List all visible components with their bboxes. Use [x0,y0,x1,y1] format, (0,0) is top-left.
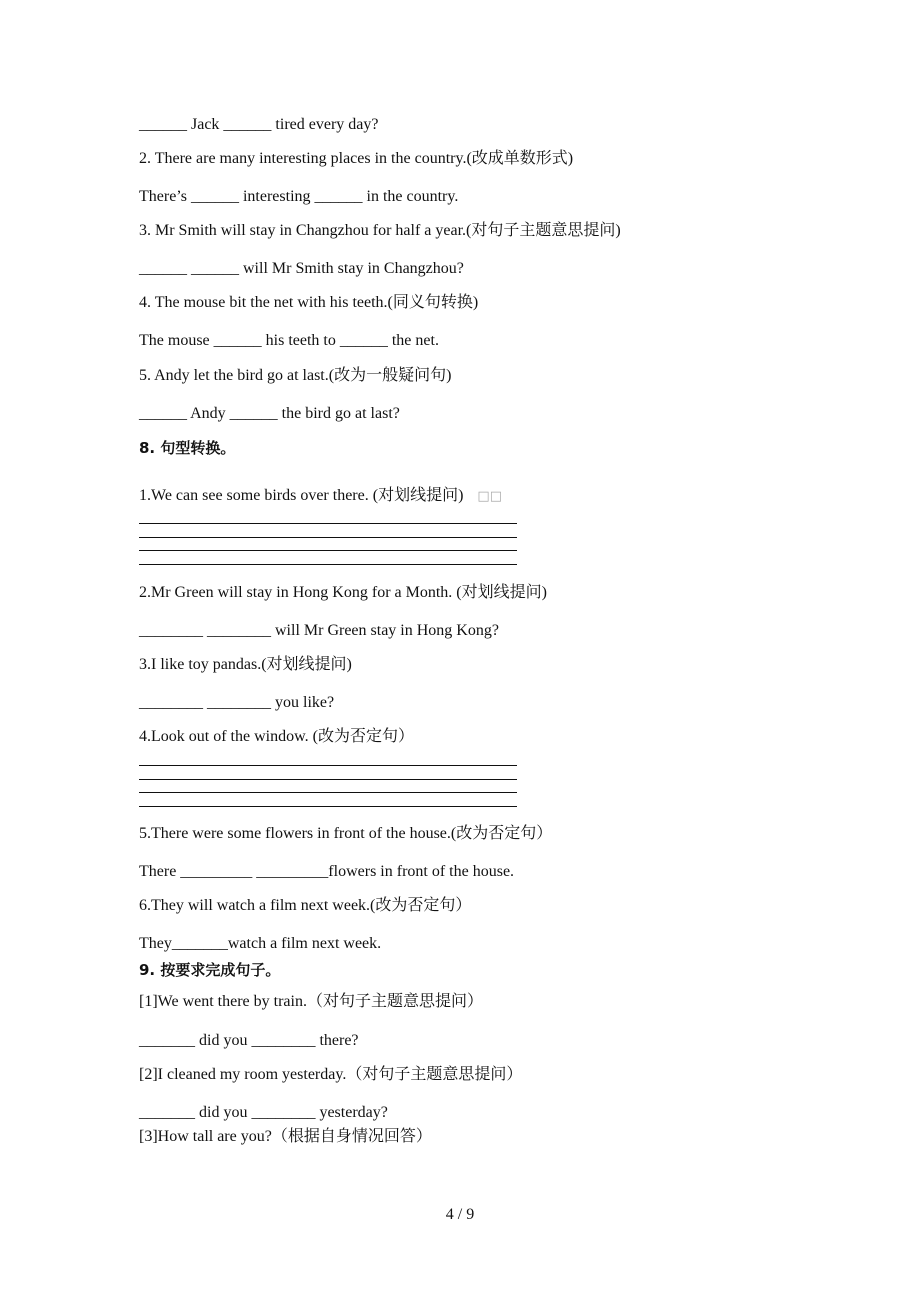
answer-rule [139,779,517,780]
section-8-question-4: 4.Look out of the window. (改为否定句） [139,728,414,745]
answer-rule [139,765,517,766]
answer-rule [139,550,517,551]
section-8-question-6: 6.They will watch a film next week.(改为否定句） [139,897,472,914]
answer-rule [139,806,517,807]
section-9-question-2: [2]I cleaned my room yesterday.（对句子主题意思提问） [139,1066,523,1083]
question-text: 1.We can see some birds over there. (对划线提问) [139,487,464,504]
question-5: 5. Andy let the bird go at last.(改为一般疑问句) [139,367,452,384]
answer-line: ______ Andy ______ the bird go at last? [139,405,400,422]
answer-line: _______ did you ________ there? [139,1032,359,1049]
answer-line: _______ did you ________ yesterday? [139,1104,388,1121]
section-9-question-1: [1]We went there by train.（对句子主题意思提问） [139,993,483,1010]
answer-rule [139,537,517,538]
answer-line: There’s ______ interesting ______ in the country. [139,188,459,205]
section-8-question-5: 5.There were some flowers in front of the house.(改为否定句） [139,825,553,842]
answer-line: They_______watch a film next week. [139,935,382,952]
answer-rule [139,792,517,793]
section-9-question-3: [3]How tall are you?（根据自身情况回答） [139,1128,432,1145]
section-8-question-1 [139,486,502,507]
answer-line: The mouse ______ his teeth to ______ the net. [139,332,439,349]
page-number: 4 / 9 [445,1206,475,1223]
answer-rule [139,523,517,524]
answer-rule [139,564,517,565]
section-8-heading: 8. 句型转换。 [139,439,236,457]
section-9-heading: 9. 按要求完成句子。 [139,961,281,979]
placeholder-boxes: □□ [477,489,502,504]
question-2: 2. There are many interesting places in the country.(改成单数形式) [139,150,574,167]
section-8-question-2: 2.Mr Green will stay in Hong Kong for a Month. (对划线提问) [139,584,547,601]
answer-line: There _________ _________flowers in front of the house. [139,863,515,880]
section-8-question-3: 3.I like toy pandas.(对划线提问) [139,656,352,673]
answer-line: ________ ________ you like? [139,694,335,711]
question-3: 3. Mr Smith will stay in Changzhou for half a year.(对句子主题意思提问) [139,222,621,239]
answer-line: ________ ________ will Mr Green stay in Hong Kong? [139,622,499,639]
question-4: 4. The mouse bit the net with his teeth.(同义句转换) [139,294,479,311]
answer-line: ______ ______ will Mr Smith stay in Changzhou? [139,260,464,277]
answer-line: ______ Jack ______ tired every day? [139,116,379,133]
